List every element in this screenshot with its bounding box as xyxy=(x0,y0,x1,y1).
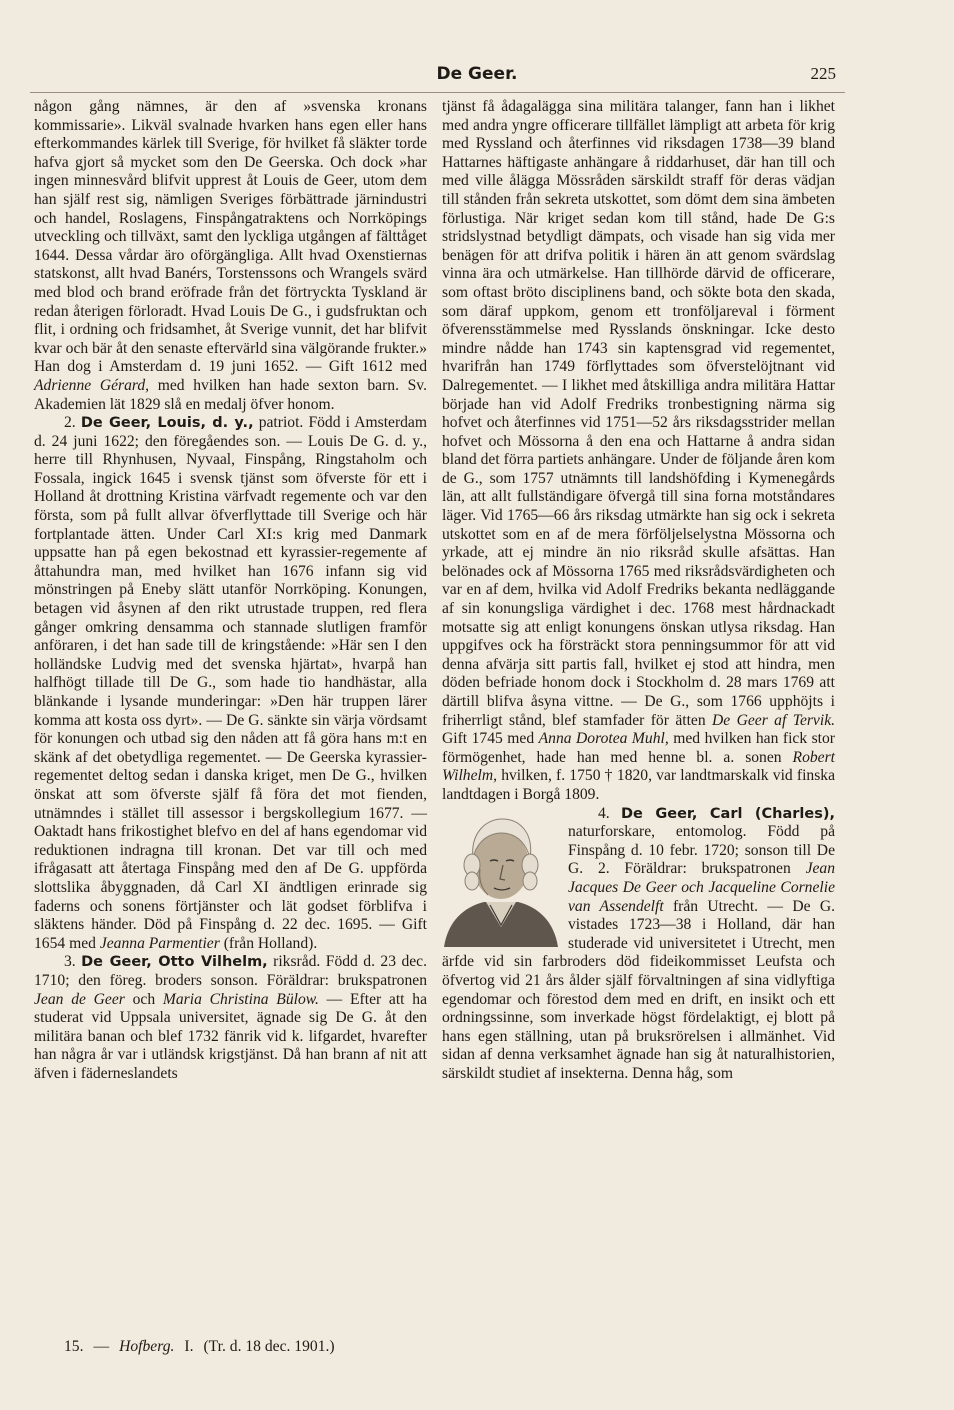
family-line: De Geer af Tervik. xyxy=(712,711,836,729)
paragraph-text: någon gång nämnes, är den af »svenska kronans kommissarie». Likväl svalnade hvarken hans egen eller hans efterkommandes kärlek till Sverige, för hvilket få släkter torde hafva gjort så mycket som den De Geerska. Och dock »har ingen minnesvård blifvit upprest åt Louis de Geer, utom dem han själf rest sig, nämligen Sveriges förbättrade järnindustri och handel, Roslagens, Finspångatraktens och Norrköpings utveckling och tillväxt, samt den lyckliga utgången af fälttåget 1644. Dessa vårdar äro oförgängliga. Allt hvad Oxenstiernas statskonst, allt hvad Banérs, Torstenssons och Wrangels svärd med blod och brand eröfrade från det förtryckta Tyskland är redan återigen förloradt. Hvad Louis De G., i gudsfruktan och flit, i ordning och fridsamhet, åt Sverige vunnit, det har blifvit kvar och bär åt den senaste eftervärld sina välgörande frukter.» Han dog i Amsterdam d. 19 juni 1652. — Gift 1612 med xyxy=(34,98,427,376)
entry-text: naturforskare, entomolog. Född på Finspång d. 10 febr. 1720; sonson till De G. 2. Föräldrar: brukspatronen xyxy=(568,823,835,878)
entry-heading: De Geer, Louis, d. y., xyxy=(80,415,254,432)
spouse-name: Adrienne Gérard, xyxy=(34,376,150,394)
entry-heading: De Geer, Carl (Charles), xyxy=(621,805,836,822)
spouse-name: Anna Dorotea Muhl, xyxy=(538,730,669,748)
son-name: Robert Wilhelm, xyxy=(442,748,835,785)
paragraph-text: hvilken, f. 1750 † 1820, var landtmarskalk vid finska landtdagen i Borgå 1809. xyxy=(442,767,835,803)
parents-names: Jean Jacques De Geer och Jacqueline Cornelie van Assendelft xyxy=(568,860,835,915)
paragraph-text: Gift 1745 med xyxy=(442,730,539,748)
page-footer: 15. — Hofberg. I. (Tr. d. 18 dec. 1901.) xyxy=(64,1338,335,1355)
paragraph-text: med hvilken han hade sexton barn. Sv. Akademien lät 1829 slå en medalj öfver honom. xyxy=(34,376,427,413)
mother-name: Maria Christina Bülow. xyxy=(162,990,319,1008)
entry-louis-dy xyxy=(34,414,427,953)
entry-number: 4. xyxy=(598,804,622,822)
right-column xyxy=(442,98,835,1083)
entry-text: riksråd. Född d. 23 dec. 1710; den föreg. broders sonson. Föräldrar: brukspatronen xyxy=(34,953,427,989)
publisher-name: Hofberg. xyxy=(119,1338,175,1355)
entry-text: (från Holland). xyxy=(219,934,318,952)
entry-carl xyxy=(442,805,835,1084)
portrait-engraving xyxy=(442,809,560,947)
header-rule xyxy=(30,92,845,93)
running-head: De Geer. xyxy=(436,64,518,84)
paragraph-text: med hvilken han fick stor förmögenhet, hade han med henne bl. a. sonen xyxy=(442,730,835,766)
volume-number: I. xyxy=(184,1338,194,1355)
father-name: Jean de Geer xyxy=(34,990,125,1008)
signature-mark: 15. xyxy=(64,1338,84,1355)
left-column xyxy=(34,98,427,1083)
entry-heading: De Geer, Otto Vilhelm, xyxy=(81,954,268,971)
entry-text: från Utrecht. — De G. vistades 1723—38 i Holland, där han studerade vid universitetet i Utrecht, men ärfde vid sin farbroders död fideikommisset Leufsta och öfvertog vid 21 års ålder själf förvaltningen af sina vidlyftiga egendomar och förestod dem med en drift, en insikt och ett ordningssinne, som inverkade högst fördelaktigt, ej blott på hans egen ställning, utan på bruksrörelsen i allmänhet. Vid sidan af denna verksamhet ägnade han sig åt naturalhistorien, särskildt studiet af insekterna. Denna håg, som xyxy=(442,897,835,1082)
entry-number: 2. xyxy=(64,414,81,432)
paragraph-text: tjänst få ådagalägga sina militära talanger, fann han i likhet med andra yngre officerare tillfället lämpligt att arbeta för krig med Ryssland och återfinnes vid riksdagen 1738—39 bland Hattarnes häftigaste anhängare å riddarhuset, där han till och med ville ålägga Mössråden särskildt straff för deras vädjan till stånden från sekreta utskottet, som dömt dem sina ämbeten förlustiga. När kriget sedan kom till stånd, hade De G:s stridslystnad betydligt dämpats, och visade han sig vida mer benägen för att drifva politik i hären än att genom svärdslag vinna ära och utmärkelse. Han tillhörde därvid de officerare, som oftast bröto disciplinens band, och sökte bota den skada, som däraf uppkom, genom ett tronföljareval i förment öfverensstämmelse med Rysslands önskningar. Icke desto mindre nådde han 1743 sin kaptensgrad vid regementet, hvarifrån han 1749 förflyttades som öfverstelöjtnant vid Dalregementet. — I likhet med åtskilliga andra militära Hattar började han vid Adolf Fredriks tronbestigning närma sig hofvet och återfinnes vid 1751—52 års riksdagsstrider mellan hofvet och Mössorna å den ena och Hattarne å andra sidan bland det förra partiets anhängare. Under de följande åren kom de G., som 1757 utnämnts till landshöfding i Kymenegårds län, att allt fullständigare öfvergå till sina forna motståndares läger. Vid 1765—66 års riksdag utmärkte han sig ock i sekreta utskottet som en af de mera förföljelselystna Mössorna och yrkade, att ej mindre än nio riksråd skulle afsättas. Han belönades ock af Mössorna 1765 med riksrådsvärdigheten och var en af dem, hvilka vid Adolf Fredriks bekanta nedläggande af sin konungsliga värdighet i dec. 1768 mest hårdnackadt motsatte sig att enligt konungens önskan utlysa riksdag. Han uppgifves ock ha försträckt stora penningsummor för att vid denna afvärja sitt partis fall, hvilket ej stod att hindra, men döden befriade honom dock i Stockholm d. 28 mars 1769 att därtill blifva åsyna vittne. — De G., som 1766 upphöjts i friherrligt stånd, blef stamfader för ätten xyxy=(442,98,835,729)
entry-text: och xyxy=(124,990,163,1008)
louis-de-geer-conclusion xyxy=(34,98,427,414)
entry-number: 3. xyxy=(64,953,82,971)
page-number: 225 xyxy=(810,64,836,83)
otto-vilhelm-continued xyxy=(442,98,835,805)
entry-text: — Efter att ha studerat vid Uppsala universitet, ägnade sig De G. åt den militära banan och blef 1732 fänrik vid k. lifgardet, hvarefter han några år var i utländsk krigstjänst. Då han brann af nit att äfven i fäderneslandets xyxy=(34,990,427,1082)
entry-otto-vilhelm xyxy=(34,953,427,1083)
print-date: (Tr. d. 18 dec. 1901.) xyxy=(203,1338,335,1355)
entry-text: patriot. Född i Amsterdam d. 24 juni 1622; den föregåendes son. — Louis De G. d. y., herre till Rhynhusen, Nyvaal, Finspång, Ringstaholm och Fossala, ingick 1645 i svensk tjänst som öfverste för ett i Holland åt drottning Kristina värfvadt regemente och var den första, som på fullt allvar öfverflyttade till Sverige och här fortplantade ätten. Under Carl XI:s krig med Danmark uppsatte han på egen bekostnad ett kyrassier-regemente af åttahundra man, med hvilket han 1676 infann sig vid mönstringen på Eneby slätt utanför Norrköping. Konungen, betagen vid åsynen af den rikt utrustade truppen, red flera gånger omkring densamma och stannade slutligen framför anföraren, i det han sade till de kringstående: »Här sen I den holländske Ludvig med det svenska hjärtat», hvarpå han halfhögt tillade till De G., som hade tio handhästar, alla blänkande i lysande munderingar: »Den här truppen lärer komma att kosta oss dyrt». — De G. sänkte sin värja vördsamt för konungen och utbad sig den nåden att få göra hans m:t en skänk af det obetydliga regementet. — De Geerska kyrassier-regementet deltog sedan i danska kriget, men De G., hvilken önskat att som öfverste själf få föra det mot fienden, utnämndes i stället till assessor i bergskollegium 1677. — Oaktadt hans frikostighet blefvo en del af hans egendomar vid reduktionen indragna till kronan. Det var till och med ifrågasatt att återtaga Finspång med den af De G. uppförda slottslika åbyggnaden, då Carl XI ändtligen erinrade sig faderns och sonens förtjänster och lät godset förblifva i släktens händer. Död på Finspång d. 22 dec. 1695. — Gift 1654 med xyxy=(34,414,427,952)
spouse-name: Jeanna Parmentier xyxy=(99,934,220,952)
